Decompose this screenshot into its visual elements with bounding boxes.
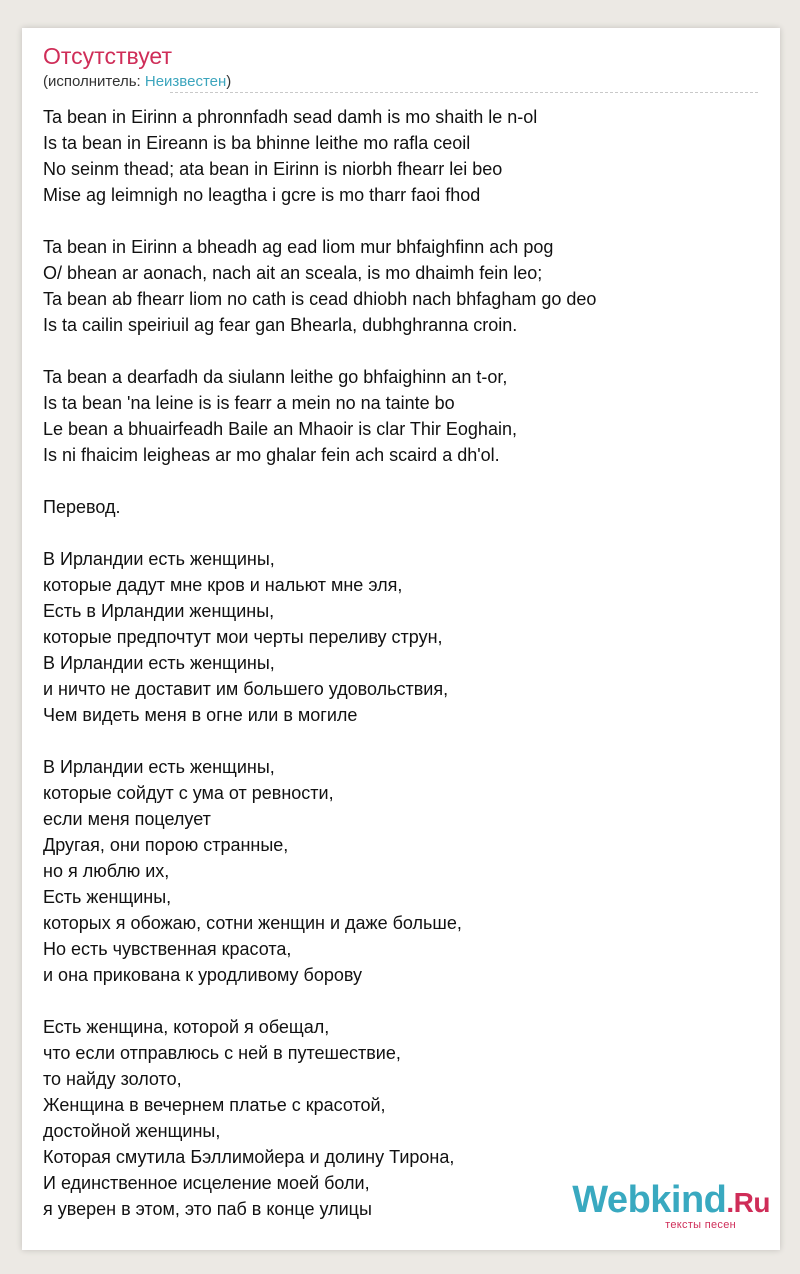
lyric-line: Ta bean ab fhearr liom no cath is cead dhiobh nach bhfagham go deo: [43, 289, 597, 309]
lyric-line: и она прикована к уродливому борову: [43, 965, 363, 985]
lyric-line: и ничто не доставит им большего удовольствия,: [43, 679, 449, 699]
lyric-line: В Ирландии есть женщины,: [43, 653, 275, 673]
lyrics-card: [22, 28, 780, 1250]
lyric-line: No seinm thead; ata bean in Eirinn is niorbh fhearr lei beo: [43, 159, 503, 179]
lyric-line: что если отправлюсь с ней в путешествие,: [43, 1043, 401, 1063]
artist-suffix: ): [226, 73, 232, 90]
lyric-line: Is ni fhaicim leigheas ar mo ghalar fein ach scaird a dh'ol.: [43, 445, 500, 465]
lyric-line: Чем видеть меня в огне или в могиле: [43, 705, 358, 725]
lyric-line: которые дадут мне кров и нальют мне эля,: [43, 575, 403, 595]
logo-wordmark: [572, 1180, 770, 1223]
lyric-line: которых я обожаю, сотни женщин и даже больше,: [43, 913, 462, 933]
lyric-line: Перевод.: [43, 497, 121, 517]
lyric-line: O/ bhean ar aonach, nach ait an sceala, is mo dhaimh fein leo;: [43, 263, 543, 283]
lyric-line: то найду золото,: [43, 1069, 182, 1089]
site-logo[interactable]: [572, 1180, 770, 1231]
artist-line: [43, 72, 231, 92]
lyric-line: Есть женщина, которой я обещал,: [43, 1017, 330, 1037]
logo-main-text: Webkind: [572, 1179, 727, 1221]
lyric-line: Is ta bean in Eireann is ba bhinne leithe mo rafla ceoil: [43, 133, 471, 153]
lyric-line: достойной женщины,: [43, 1121, 221, 1141]
lyric-line: если меня поцелует: [43, 809, 211, 829]
logo-tagline: тексты песен: [665, 1219, 736, 1231]
stanza: [43, 546, 758, 728]
lyric-line: которые сойдут с ума от ревности,: [43, 783, 334, 803]
lyrics-text: [43, 104, 758, 1248]
stanza: [43, 494, 758, 520]
lyric-line: Другая, они порою странные,: [43, 835, 289, 855]
lyric-line: Ta bean in Eirinn a phronnfadh sead damh is mo shaith le n-ol: [43, 107, 538, 127]
artist-prefix: (исполнитель:: [43, 73, 145, 90]
artist-link[interactable]: Неизвестен: [144, 73, 227, 90]
lyric-line: я уверен в этом, это паб в конце улицы: [43, 1199, 372, 1219]
lyric-line: И единственное исцеление моей боли,: [43, 1173, 370, 1193]
song-title: Отсутствует: [43, 43, 172, 69]
lyric-line: Mise ag leimnigh no leagtha i gcre is mo tharr faoi fhod: [43, 185, 481, 205]
lyric-line: В Ирландии есть женщины,: [43, 757, 275, 777]
lyric-line: Is ta cailin speiriuil ag fear gan Bhearla, dubhghranna croin.: [43, 315, 518, 335]
lyric-line: Женщина в вечернем платье с красотой,: [43, 1095, 386, 1115]
logo-domain: .Ru: [726, 1187, 770, 1218]
stanza: [43, 234, 758, 338]
header-divider: [170, 92, 758, 93]
stanza: [43, 754, 758, 988]
lyric-line: Ta bean in Eirinn a bheadh ag ead liom mur bhfaighfinn ach pog: [43, 237, 554, 257]
lyric-line: Is ta bean 'na leine is is fearr a mein no na tainte bo: [43, 393, 455, 413]
lyric-line: Есть в Ирландии женщины,: [43, 601, 275, 621]
stanza: [43, 364, 758, 468]
lyric-line: Которая смутила Бэллимойера и долину Тирона,: [43, 1147, 455, 1167]
lyric-line: которые предпочтут мои черты переливу струн,: [43, 627, 443, 647]
lyric-line: Но есть чувственная красота,: [43, 939, 292, 959]
stanza: [43, 104, 758, 208]
lyric-line: Le bean a bhuairfeadh Baile an Mhaoir is clar Thir Eoghain,: [43, 419, 517, 439]
lyric-line: Ta bean a dearfadh da siulann leithe go bhfaighinn an t-or,: [43, 367, 508, 387]
lyric-line: В Ирландии есть женщины,: [43, 549, 275, 569]
lyric-line: но я люблю их,: [43, 861, 170, 881]
lyric-line: Есть женщины,: [43, 887, 172, 907]
